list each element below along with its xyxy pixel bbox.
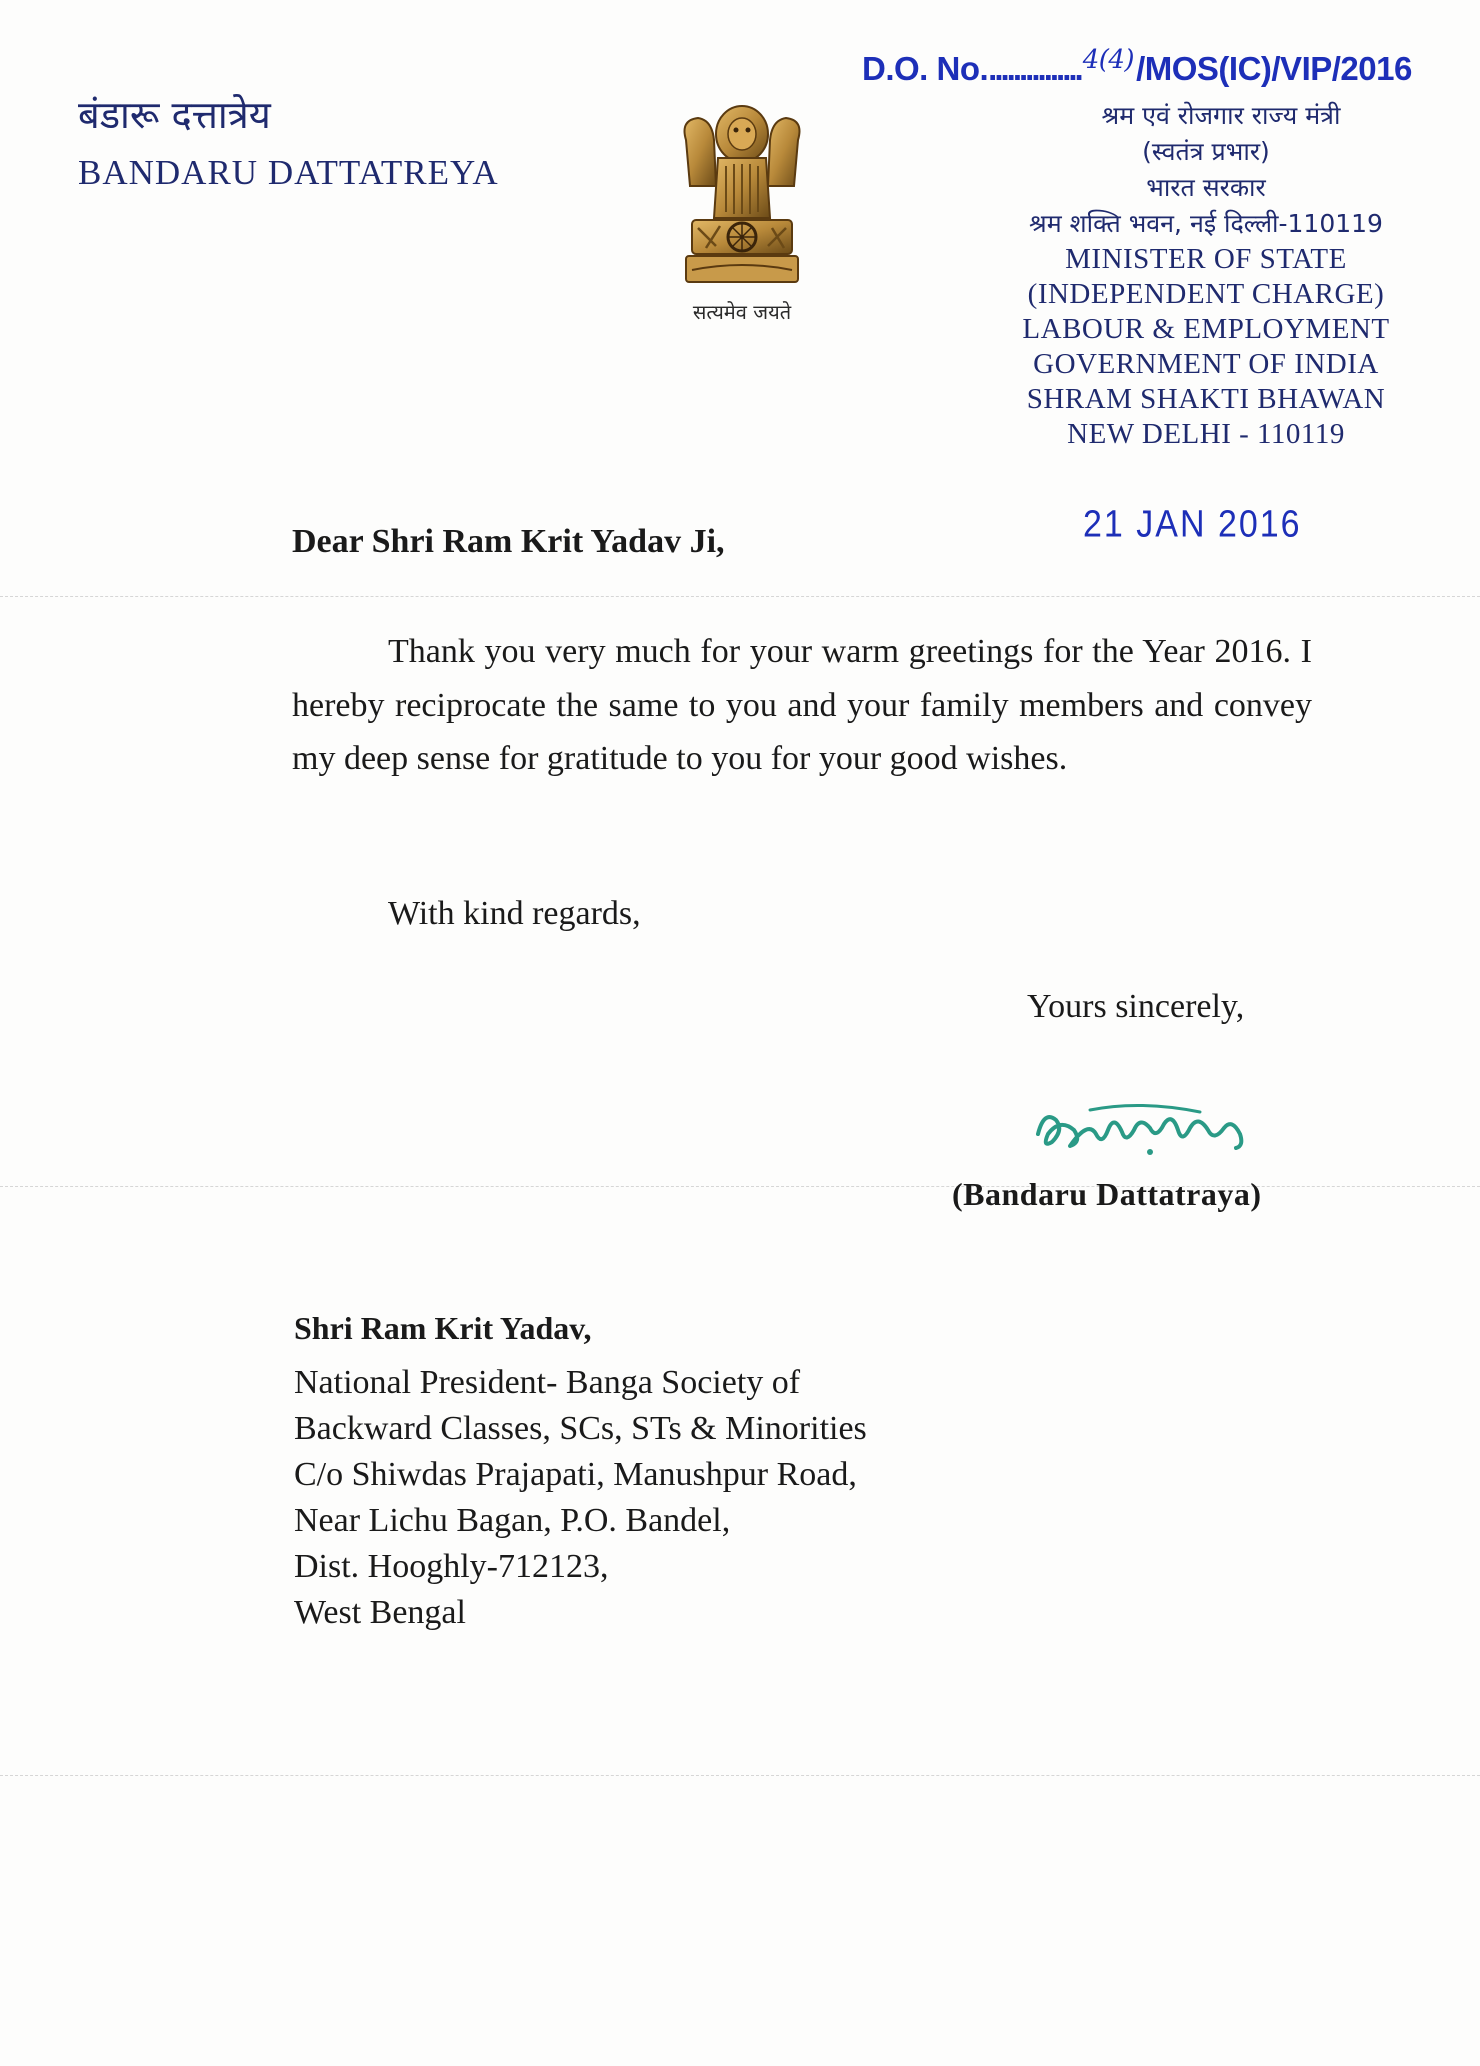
regards-line: With kind regards, (388, 895, 641, 932)
office-english-line: NEW DELHI - 110119 (1067, 418, 1345, 450)
office-hindi-line: (स्वतंत्र प्रभार) (1142, 137, 1270, 166)
sender-name-block (78, 92, 499, 196)
emblem-motto: सत्यमेव जयते (692, 300, 792, 324)
date-stamp: 21 JAN 2016 (1083, 502, 1302, 546)
signature-icon (1030, 1090, 1260, 1170)
address-line: C/o Shiwdas Prajapati, Manushpur Road, (294, 1456, 857, 1493)
reference-suffix: /MOS(IC)/VIP/2016 (1136, 50, 1412, 87)
sender-name-hindi: बंडारू दत्तात्रेय (78, 93, 271, 137)
reference-handwritten-number: 4(4) (1082, 45, 1135, 75)
office-english-line: SHRAM SHAKTI BHAWAN (1026, 383, 1386, 415)
reference-prefix: D.O. No. (862, 50, 989, 87)
address-line: Dist. Hooghly-712123, (294, 1548, 609, 1585)
office-english-line: MINISTER OF STATE (1065, 243, 1347, 275)
office-address-block (976, 98, 1436, 452)
address-line: Backward Classes, SCs, STs & Minorities (294, 1410, 867, 1447)
office-hindi-line: श्रम एवं रोजगार राज्य मंत्री (1101, 101, 1341, 130)
recipient-name: Shri Ram Krit Yadav, (294, 1310, 592, 1346)
address-line: Near Lichu Bagan, P.O. Bandel, (294, 1502, 731, 1539)
reference-dots: ............... (988, 50, 1081, 87)
address-line: National President- Banga Society of (294, 1364, 801, 1401)
sender-name-english: BANDARU DATTATREYA (78, 153, 499, 192)
national-emblem-icon (672, 100, 812, 330)
office-english-line: LABOUR & EMPLOYMENT (1022, 313, 1390, 345)
office-hindi-line: श्रम शक्ति भवन, नई दिल्ली-110119 (1029, 209, 1383, 238)
office-hindi-line: भारत सरकार (1146, 173, 1266, 202)
fold-line (0, 596, 1480, 597)
fold-line (0, 1775, 1480, 1776)
closing-line: Yours sincerely, (1027, 988, 1245, 1025)
signatory-name: (Bandaru Dattatraya) (952, 1176, 1262, 1212)
office-english-line: GOVERNMENT OF INDIA (1033, 348, 1379, 380)
letter-body: Thank you very much for your warm greetings for the Year 2016. I hereby reciprocate the same to you and your family members and convey my deep sense for gratitude to you for your good wishes. (292, 633, 1312, 777)
office-english-line: (INDEPENDENT CHARGE) (1027, 278, 1385, 310)
reference-number (862, 45, 1412, 88)
salutation: Dear Shri Ram Krit Yadav Ji, (292, 523, 725, 560)
recipient-address (294, 1360, 867, 1636)
address-line: West Bengal (294, 1594, 466, 1631)
